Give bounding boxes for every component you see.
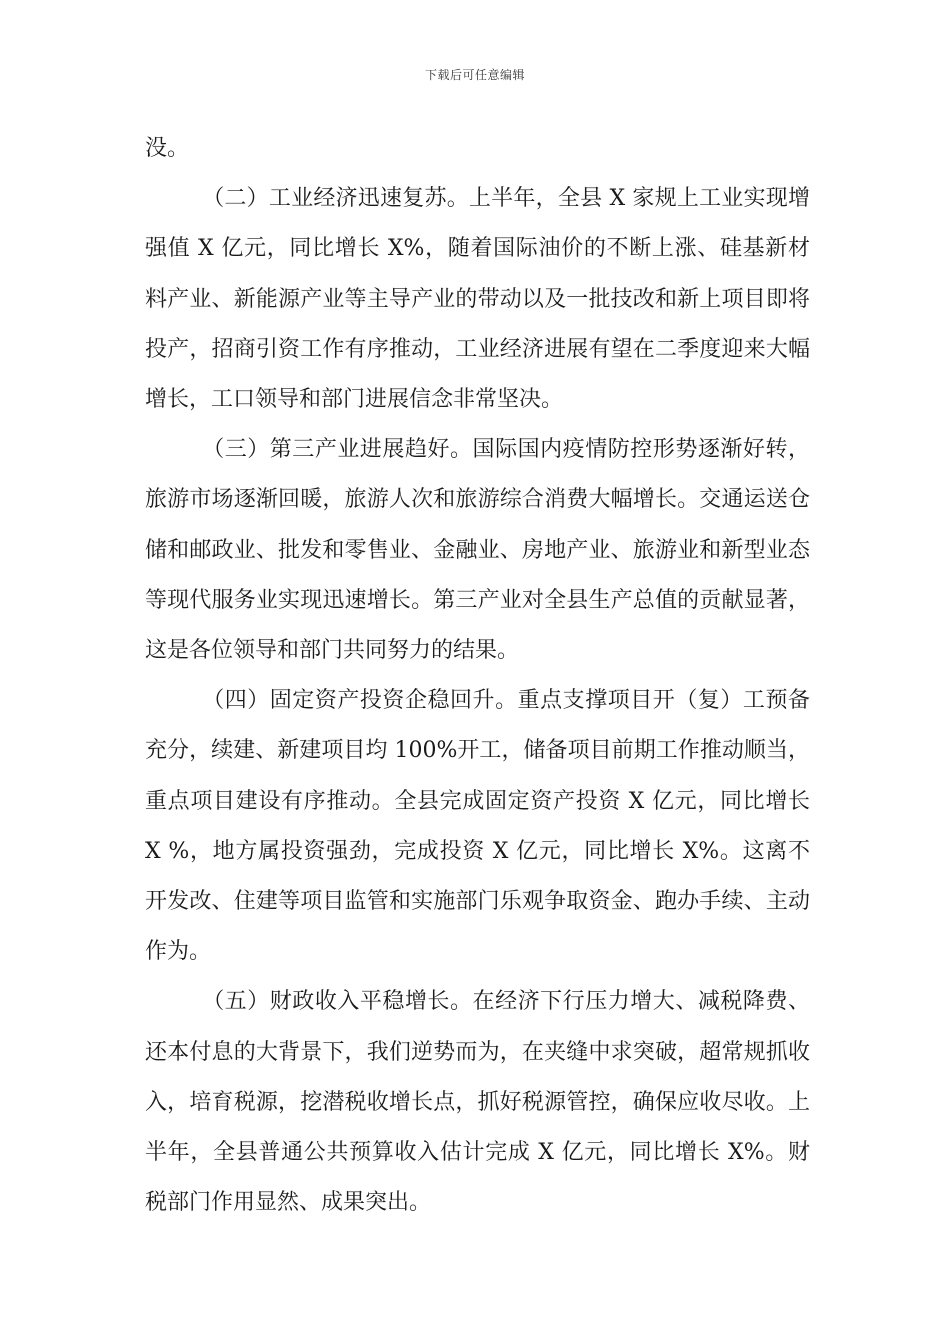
paragraph-continuation: 没。 [145,136,190,161]
paragraph-fixed-asset-investment: （四）固定资产投资企稳回升。重点支撑项目开（复）工预备充分，续建、新建项目均 100%开工，储备项目前期工作推动顺当，重点项目建设有序推动。全县完成固定资产投资 X 亿元，同比增长 X %，地方属投资强劲，完成投资 X 亿元，同比增长 X%。这离不开发改、住建等项目监管和实施部门乐观争取资金、跑办手续、主动作为。 [145,688,810,965]
paragraph-fiscal-revenue: （五）财政收入平稳增长。在经济下行压力增大、减税降费、还本付息的大背景下，我们逆势而为，在夹缝中求突破，超常规抓收入，培育税源，挖潜税收增长点，抓好税源管控，确保应收尽收。上半年，全县普通公共预算收入估计完成 X 亿元，同比增长 X%。财税部门作用显然、成果突出。 [145,989,810,1216]
page-header: 下载后可任意编辑 [424,68,525,82]
paragraph-tertiary-industry: （三）第三产业进展趋好。国际国内疫情防控形势逐渐好转，旅游市场逐渐回暖，旅游人次和旅游综合消费大幅增长。交通运送仓储和邮政业、批发和零售业、金融业、房地产业、旅游业和新型业态等现代服务业实现迅速增长。第三产业对全县生产总值的贡献显著，这是各位领导和部门共同努力的结果。 [145,437,810,664]
paragraph-industrial-economy: （二）工业经济迅速复苏。上半年，全县 X 家规上工业实现增强值 X 亿元，同比增长 X%，随着国际油价的不断上涨、硅基新材料产业、新能源产业等主导产业的带动以及一批技改和新上项目即将投产，招商引资工作有序推动，工业经济进展有望在二季度迎来大幅增长，工口领导和部门进展信念非常坚决。 [145,186,810,413]
document-body [145,124,810,1228]
